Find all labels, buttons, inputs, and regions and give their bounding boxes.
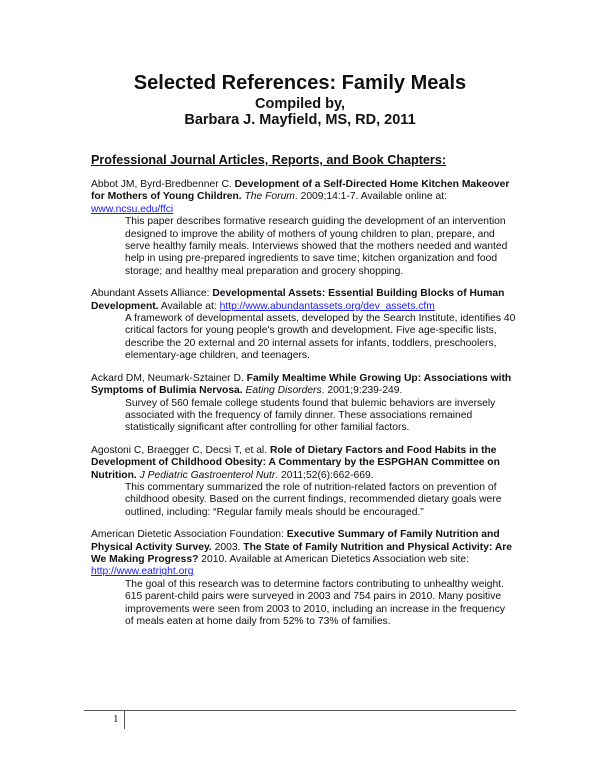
reference-link[interactable]: http://www.eatright.org — [91, 566, 194, 578]
reference-link[interactable]: www.ncsu.edu/ffci — [91, 203, 174, 215]
reference-citation — [91, 445, 516, 482]
compiled-by-label: Compiled by, — [255, 96, 345, 112]
reference-authors: American Dietetic Association Foundation: — [91, 529, 284, 541]
reference-description: This commentary summarized the role of nutrition-related factors on prevention of childhood obesity. Based on the current findings, recommended dietary goals were outlined, including: “Regular family meals should be encouraged.” — [125, 481, 502, 518]
reference-description: This paper describes formative research guiding the development of an intervention designed to improve the ability of mothers of young children to plan, prepare, and serve healthy family meals. Interviews showed that the mothers needed and wanted help in using pre-prepared ingredients to save time; kitchen organization and food storage; and healthy meal preparation and grocery shopping. — [125, 216, 508, 277]
reference-description: Survey of 560 female college students found that bulemic behaviors are inversely associated with the frequency of family dinner. These associations remained statistically significant after controlling for other familial factors. — [125, 397, 496, 434]
reference-source: Eating Disorders — [245, 385, 322, 397]
reference-source: J Pediatric Gastroenterol Nutr — [139, 469, 276, 481]
reference-description: The goal of this research was to determine factors contributing to unhealthy weight. 615 parent-child pairs were surveyed in 2003 and 754 pairs in 2010. Many positive improvements were seen from 2003 to 2010, including an increase in the frequency of meals eaten at home daily from 52% to 73% of families. — [125, 578, 506, 627]
page-number-bar — [124, 711, 125, 729]
reference-title: Family Mealtime While Growing Up: Associations with Symptoms of Bulimia Nervosa. — [91, 372, 512, 397]
reference-description: A framework of developmental assets, developed by the Search Institute, identifies 40 critical factors for young people's growth and development. Five age-specific lists, describe the 20 external and 20 internal assets for infants, toddlers, preschoolers, elementary-age children, and teenagers. — [125, 313, 516, 362]
reference-citation — [91, 529, 516, 579]
reference-citation — [91, 373, 516, 398]
reference-year: 2003. — [214, 541, 241, 553]
reference-title: Developmental Assets: Essential Building Blocks of Human Development. — [91, 288, 505, 312]
reference-authors: Abundant Assets Alliance: — [91, 288, 210, 300]
reference-details: 2010. Available at American Dietetics Association web site: — [201, 553, 469, 565]
reference-item — [91, 288, 516, 362]
reference-title: Executive Summary of Family Nutrition and Physical Activity Survey. — [91, 529, 500, 553]
reference-citation — [91, 179, 516, 216]
reference-source: The Forum — [244, 191, 295, 203]
reference-item — [91, 529, 516, 628]
reference-title: Role of Dietary Factors and Food Habits in the Development of Childhood Obesity: A Commentary by the ESPGHAN Committee on Nutrition. — [91, 444, 500, 481]
reference-citation — [91, 288, 516, 313]
reference-title: Development of a Self-Directed Home Kitchen Makeover for Mothers of Young Children. — [91, 179, 510, 203]
page-number: 1 — [113, 713, 119, 725]
reference-details: Available at: — [160, 300, 217, 312]
reference-details: . 2009;14:1-7. Available online at: — [294, 191, 447, 203]
reference-authors: Ackard DM, Neumark-Sztainer D. — [91, 372, 244, 384]
reference-item — [91, 445, 516, 519]
author-line: Barbara J. Mayfield, MS, RD, 2011 — [184, 112, 416, 128]
reference-link[interactable]: http://www.abundantassets.org/dev_assets.cfm — [219, 300, 435, 312]
document-title: Selected References: Family Meals — [133, 72, 467, 94]
reference-authors: Abbot JM, Byrd-Bredbenner C. — [91, 179, 232, 190]
reference-authors: Agostoni C, Braegger C, Decsi T, et al. — [91, 444, 268, 456]
reference-item — [91, 179, 516, 278]
section-heading: Professional Journal Articles, Reports, and Book Chapters: — [91, 153, 447, 167]
reference-item — [91, 373, 516, 435]
reference-list — [91, 179, 516, 638]
reference-title-2: The State of Family Nutrition and Physical Activity: Are We Making Progress? — [91, 541, 513, 565]
reference-details: . 2001;9:239-249. — [321, 385, 403, 397]
footer-divider — [84, 710, 516, 711]
reference-details: . 2011;52(6):662-669. — [275, 469, 374, 481]
